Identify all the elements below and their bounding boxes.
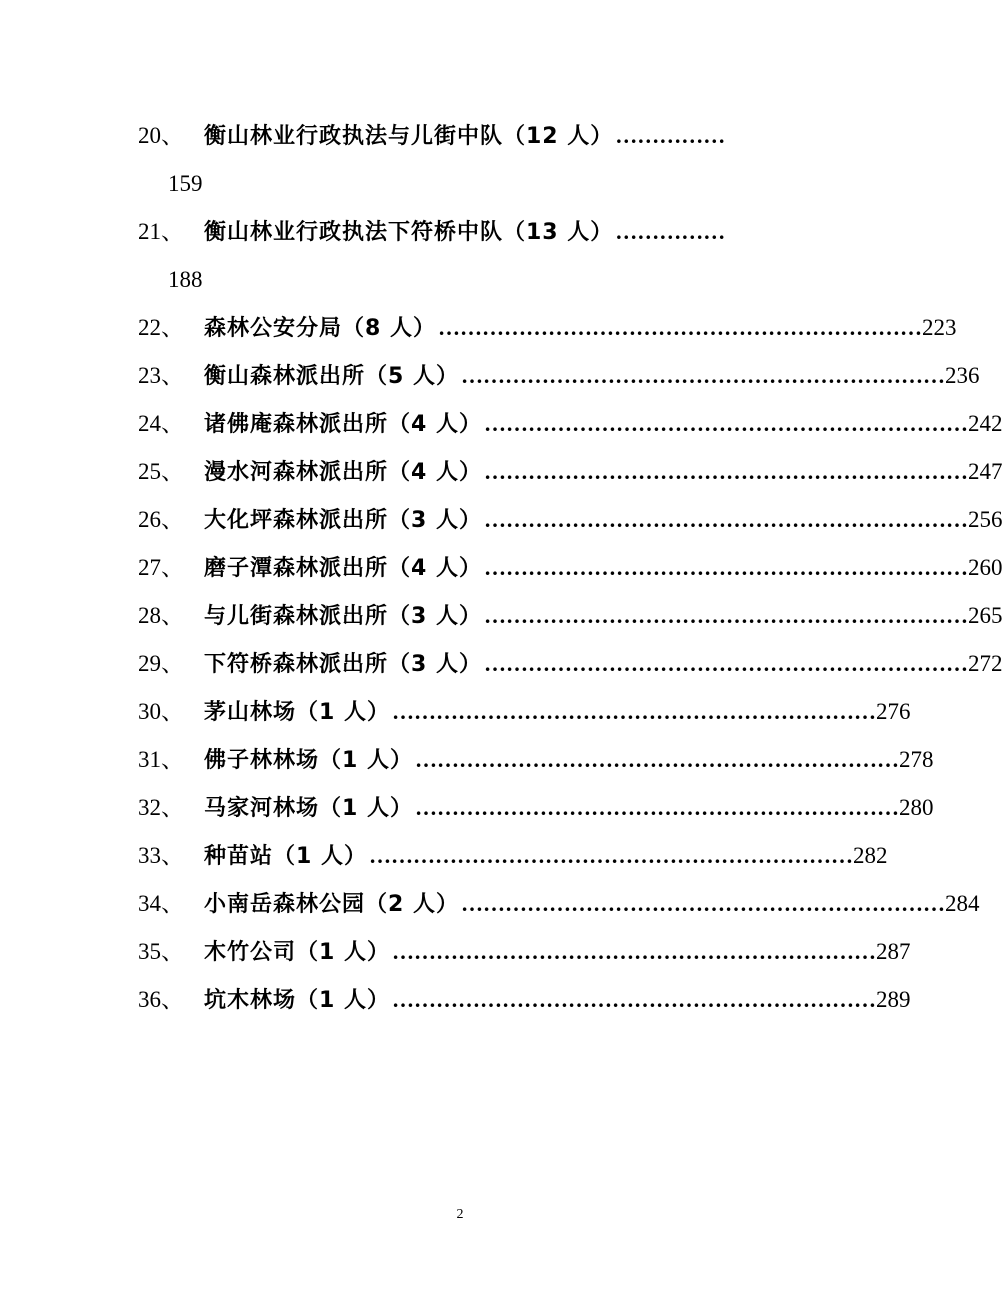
table-of-contents — [138, 112, 1002, 1024]
toc-entry-page: 260 — [967, 555, 1002, 580]
toc-entry[interactable] — [138, 880, 980, 928]
toc-leader-dots: …………… — [615, 123, 726, 148]
toc-entry-title: 佛子林林场（1 人） — [204, 748, 413, 773]
toc-entry-title: 小南岳森林公园（2 人） — [204, 892, 459, 917]
toc-entry-page: 159 — [168, 171, 203, 196]
toc-entry-page: 223 — [921, 315, 957, 340]
toc-leader-dots: ………………………………………………………… — [391, 939, 876, 964]
toc-entry-title: 马家河林场（1 人） — [204, 796, 413, 821]
toc-entry[interactable] — [138, 976, 911, 1024]
toc-leader-dots: ………………………………………………………… — [483, 555, 968, 580]
toc-entry-page: 272 — [967, 651, 1002, 676]
toc-entry-page: 188 — [168, 267, 203, 292]
toc-entry-page: 284 — [944, 891, 980, 916]
toc-leader-dots: ………………………………………………………… — [437, 315, 922, 340]
toc-leader-dots: ………………………………………………………… — [483, 603, 968, 628]
toc-entry-page: 276 — [875, 699, 911, 724]
toc-entry-title: 下符桥森林派出所（3 人） — [204, 652, 482, 677]
toc-entry-title: 坑木林场（1 人） — [204, 988, 390, 1013]
toc-entry-number: 30、 — [138, 699, 184, 724]
toc-entry[interactable] — [138, 352, 980, 400]
toc-entry[interactable] — [138, 448, 1002, 496]
toc-entry-number: 26、 — [138, 507, 184, 532]
toc-entry-page: 247 — [967, 459, 1002, 484]
toc-entry[interactable] — [138, 400, 1002, 448]
toc-entry-title: 衡山林业行政执法下符桥中队（13 人） — [204, 220, 614, 245]
toc-entry-page: 265 — [967, 603, 1002, 628]
toc-entry-title: 衡山林业行政执法与儿街中队（12 人） — [204, 124, 614, 149]
toc-entry-page: 280 — [898, 795, 934, 820]
toc-entry-page: 236 — [944, 363, 980, 388]
toc-entry-number: 25、 — [138, 459, 184, 484]
toc-entry[interactable] — [138, 592, 1002, 640]
toc-entry-page: 256 — [967, 507, 1002, 532]
toc-entry[interactable] — [138, 304, 957, 352]
toc-entry-title: 木竹公司（1 人） — [204, 940, 390, 965]
toc-entry[interactable] — [138, 688, 911, 736]
toc-leader-dots: …………… — [615, 219, 726, 244]
toc-entry-number: 23、 — [138, 363, 184, 388]
toc-entry-number: 33、 — [138, 843, 184, 868]
toc-entry-number: 22、 — [138, 315, 184, 340]
toc-leader-dots: ………………………………………………………… — [460, 363, 945, 388]
toc-entry-title: 种苗站（1 人） — [204, 844, 367, 869]
toc-entry-title: 茅山林场（1 人） — [204, 700, 390, 725]
toc-entry-number: 35、 — [138, 939, 184, 964]
toc-entry[interactable] — [138, 928, 911, 976]
toc-leader-dots: ………………………………………………………… — [368, 843, 853, 868]
toc-entry[interactable] — [138, 112, 782, 208]
toc-leader-dots: ………………………………………………………… — [391, 987, 876, 1012]
toc-leader-dots: ………………………………………………………… — [483, 651, 968, 676]
toc-entry-title: 森林公安分局（8 人） — [204, 316, 436, 341]
toc-entry-number: 36、 — [138, 987, 184, 1012]
toc-entry-number: 28、 — [138, 603, 184, 628]
toc-leader-dots: ………………………………………………………… — [483, 507, 968, 532]
toc-entry[interactable] — [138, 208, 782, 304]
toc-entry-number: 34、 — [138, 891, 184, 916]
toc-entry-title: 大化坪森林派出所（3 人） — [204, 508, 482, 533]
toc-entry-number: 20、 — [138, 123, 184, 148]
toc-entry-page: 278 — [898, 747, 934, 772]
toc-entry[interactable] — [138, 736, 934, 784]
toc-entry-title: 衡山森林派出所（5 人） — [204, 364, 459, 389]
toc-leader-dots: ………………………………………………………… — [483, 459, 968, 484]
toc-leader-dots: ………………………………………………………… — [483, 411, 968, 436]
toc-entry-number: 27、 — [138, 555, 184, 580]
toc-entry[interactable] — [138, 832, 888, 880]
toc-entry-page: 242 — [967, 411, 1002, 436]
toc-entry-page: 287 — [875, 939, 911, 964]
toc-entry-number: 32、 — [138, 795, 184, 820]
toc-entry-page: 289 — [875, 987, 911, 1012]
toc-entry-number: 24、 — [138, 411, 184, 436]
toc-entry[interactable] — [138, 544, 1002, 592]
toc-entry-number: 29、 — [138, 651, 184, 676]
toc-leader-dots: ………………………………………………………… — [414, 795, 899, 820]
toc-entry-number: 31、 — [138, 747, 184, 772]
toc-entry-number: 21、 — [138, 219, 184, 244]
page-number: 2 — [456, 1207, 464, 1222]
toc-entry-page: 282 — [852, 843, 888, 868]
toc-entry[interactable] — [138, 496, 1002, 544]
toc-entry[interactable] — [138, 784, 934, 832]
toc-entry-title: 诸佛庵森林派出所（4 人） — [204, 412, 482, 437]
toc-leader-dots: ………………………………………………………… — [391, 699, 876, 724]
toc-entry[interactable] — [138, 640, 1002, 688]
toc-leader-dots: ………………………………………………………… — [460, 891, 945, 916]
toc-entry-title: 漫水河森林派出所（4 人） — [204, 460, 482, 485]
toc-leader-dots: ………………………………………………………… — [414, 747, 899, 772]
toc-entry-title: 磨子潭森林派出所（4 人） — [204, 556, 482, 581]
toc-entry-title: 与儿街森林派出所（3 人） — [204, 604, 482, 629]
